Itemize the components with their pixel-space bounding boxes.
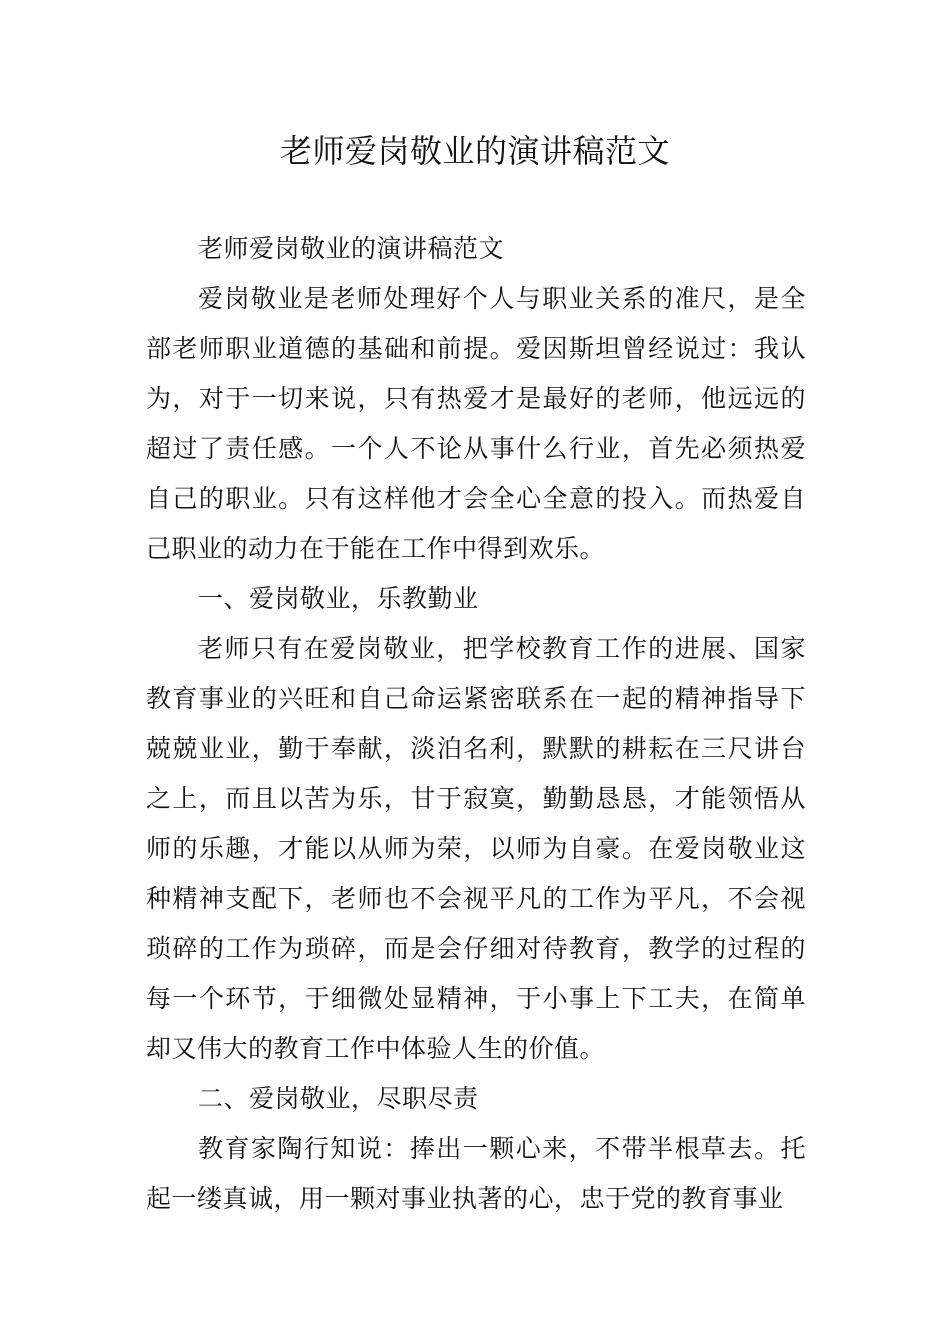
section-heading-1: 一、爱岗敬业，乐教勤业: [198, 584, 479, 613]
section-heading-2: 二、爱岗敬业，尽职尽责: [198, 1084, 479, 1113]
document-body: [146, 224, 806, 1224]
document-title: 老师爱岗敬业的演讲稿范文: [279, 132, 670, 170]
paragraph-section-2: 教育家陶行知说：捧出一颗心来，不带半根草去。托起一缕真诚，用一颗对事业执著的心，忠于党的教育事业: [146, 1134, 806, 1213]
paragraph-intro: 爱岗敬业是老师处理好个人与职业关系的准尺，是全部老师职业道德的基础和前提。爱因斯坦曾经说过：我认为，对于一切来说，只有热爱才是最好的老师，他远远的超过了责任感。一个人不论从事什么行业，首先必须热爱自己的职业。只有这样他才会全心全意的投入。而热爱自己职业的动力在于能在工作中得到欢乐。: [146, 284, 806, 563]
paragraph-subtitle: 老师爱岗敬业的演讲稿范文: [198, 234, 505, 263]
paragraph-section-1: 老师只有在爱岗敬业，把学校教育工作的进展、国家教育事业的兴旺和自己命运紧密联系在一起的精神指导下兢兢业业，勤于奉献，淡泊名利，默默的耕耘在三尺讲台之上，而且以苦为乐，甘于寂寞，勤勤恳恳，才能领悟从师的乐趣，才能以从师为荣，以师为自豪。在爱岗敬业这种精神支配下，老师也不会视平凡的工作为平凡，不会视琐碎的工作为琐碎，而是会仔细对待教育，教学的过程的每一个环节，于细微处显精神，于小事上下工夫，在简单却又伟大的教育工作中体验人生的价值。: [146, 634, 806, 1063]
